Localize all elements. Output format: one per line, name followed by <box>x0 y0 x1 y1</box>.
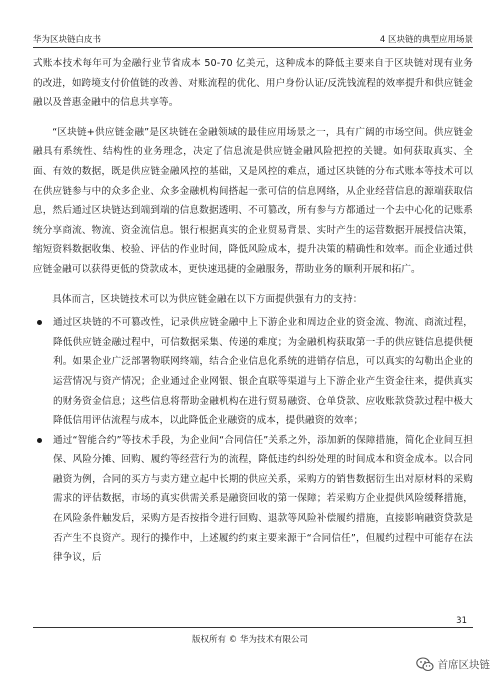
page-number: 31 <box>456 616 467 626</box>
page-body <box>33 54 473 568</box>
paragraph-continued: 式账本技术每年可为金融行业节省成本 50-70 亿美元，这种成本的降低主要来自于区块链对现有业务的改进，如跨境支付价值链的改善、对账流程的优化、用户身份认证/反洗钱流程的效率提升和供应链金融以及普惠金融中的信息共享等。 <box>33 58 473 109</box>
support-list <box>33 313 473 568</box>
list-item-text: 通过区块链的不可篡改性，记录供应链金融中上下游企业和周边企业的资金流、物流、商流过程，降低供应链金融过程中，可信数据采集、传递的难度；为金融机构获取第一手的供应链信息提供便利。如果企业广泛部署物联网终端，结合企业信息化系统的进销存信息，可以真实的勾勒出企业的运营情况与资产情况；企业通过企业网银、银企直联等渠道与上下游企业产生资金往来，提供真实的财务资金信息；这些信息将帮助金融机构在进行贸易融资、仓单贷款、应收账款贷款过程中极大降低信用评估流程与成本，以此降低企业融资的成本，提供融资的效率； <box>53 317 473 427</box>
bullet-dot-icon <box>37 320 42 325</box>
bullet-dot-icon <box>37 438 42 443</box>
watermark-text: 首席区块链 <box>437 658 490 671</box>
paragraph-support-intro: 具体而言，区块链技术可以为供应链金融在以下方面提供强有力的支持： <box>52 293 363 305</box>
list-item <box>33 313 473 431</box>
copyright-notice: 版权所有 © 华为技术有限公司 <box>192 635 308 645</box>
wechat-icon <box>416 657 434 672</box>
page-header <box>33 30 473 48</box>
watermark <box>416 655 491 673</box>
list-item-text: 通过“智能合约”等技术手段，为企业间“合同信任”关系之外，添加新的保障措施，简化企业间互担保、风险分摊、回购、履约等经营行为的流程，降低违约纠纷处理的时间成本和资金成本。以合同融资为例，合同的买方与卖方建立起中长期的供应关系，采购方的销售数据衍生出对原材料的采购需求的评估数据，市场的真实供需关系是融资回收的第一保障；若采购方企业提供风险缓释措施，在风险条件触发后，采购方是否按指令进行回购、退款等风险补偿履约措施，直接影响融资贷款是否产生不良资产。现行的操作中，上述履约约束主要来源于“合同信任”，但履约过程中可能存在法律争议，后 <box>53 434 473 564</box>
list-item <box>33 431 473 568</box>
header-divider <box>33 47 473 48</box>
header-doc-title: 华为区块链白皮书 <box>33 35 102 45</box>
footer-divider <box>33 627 473 628</box>
header-chapter-title: 4 区块链的典型应用场景 <box>379 35 473 45</box>
paragraph-supply-chain-finance: “区块链+供应链金融”是区块链在金融领域的最佳应用场景之一，具有广阔的市场空间。供应链金融具有系统性、结构性的业务理念，决定了信息流是供应链金融风险把控的关键。如何获取真实、全面、有效的数据，既是供应链金融风控的基础，又是风控的难点，通过区块链的分布式账本等技术可以在供应链参与中的众多企业、众多金融机构间搭起一张可信的信息网络，从企业经营信息的源端获取信息，然后通过区块链达到端到端的信息数据透明、不可篡改，所有参与方都通过一个去中心化的记账系统分享商流、物流、资金流信息。银行根据真实的企业贸易背景、实时产生的运营数据开展授信决策，缩短资料数据收集、校验、评估的作业时间，降低风险成本，提升决策的精确性和效率。而企业通过供应链金融可以获得更低的贷款成本，更快速迅捷的金融服务，帮助业务的顺利开展和拓广。 <box>33 126 473 275</box>
